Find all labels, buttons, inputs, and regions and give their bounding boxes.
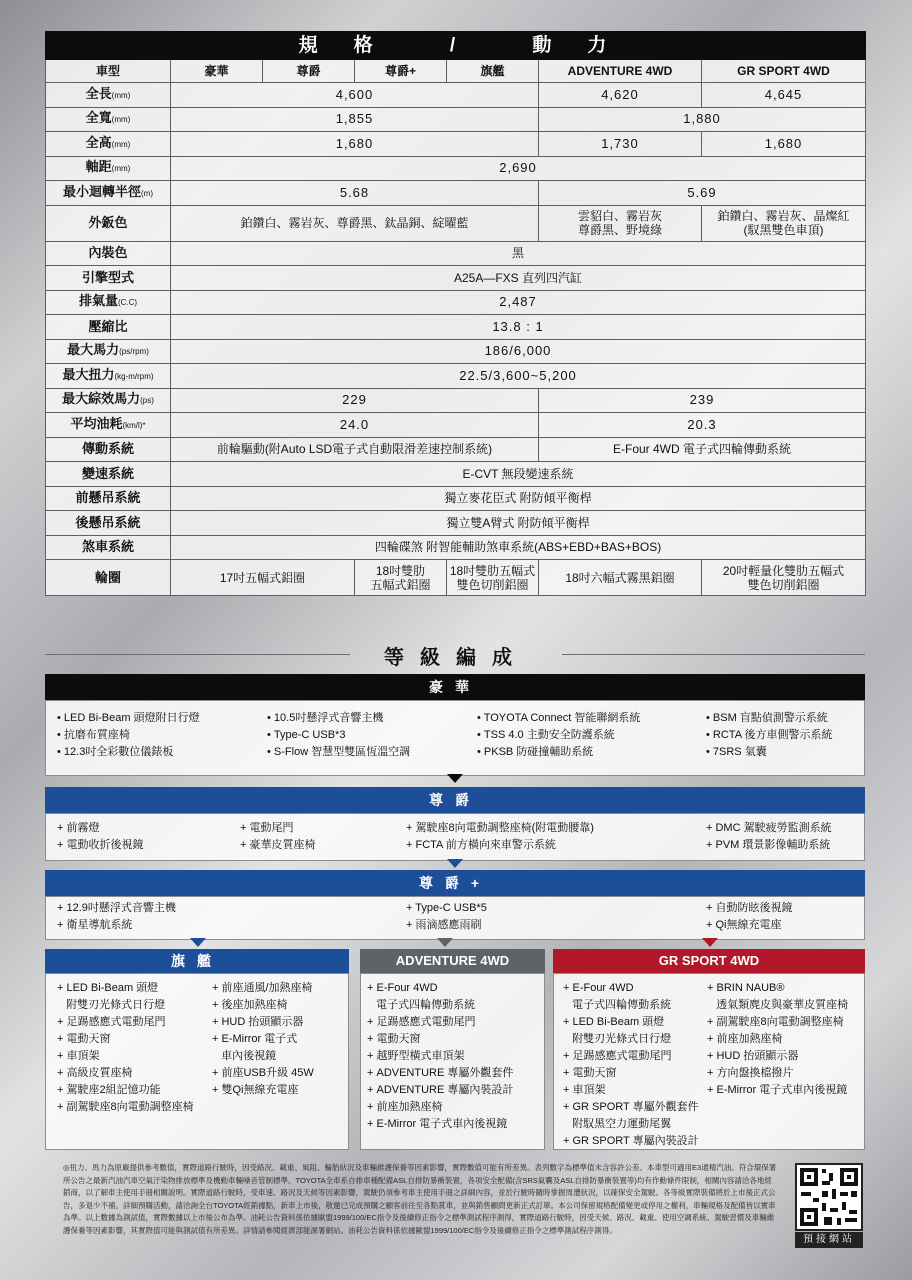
flagship-col-1: + LED Bi-Beam 頭燈 附雙刃光條式日行燈 + 足踢感應式電動尾門 + 電動天窗 + 車頂架 + 高級皮質座椅 + 駕駛座2組記憶功能 + 副駕駛座8向電動調整座椅: [57, 982, 194, 1113]
qr-code-icon[interactable]: [795, 1163, 863, 1231]
spec-cell: A25A—FXS 直列四汽缸: [171, 266, 866, 291]
spec-row-label: [46, 511, 171, 536]
spec-header-4: 旗艦: [447, 60, 539, 83]
spec-row-label-text: 傳動系統: [81, 441, 134, 457]
spec-row-label: [46, 364, 171, 389]
spec-header-6: GR SPORT 4WD: [702, 60, 866, 83]
spec-row-label-text: 全長: [85, 85, 112, 101]
spec-cell: 239: [539, 388, 866, 413]
divider-left: [45, 654, 350, 655]
spec-cell: 獨立麥花臣式 附防傾平衡桿: [171, 486, 866, 511]
spec-cell: 20.3: [539, 413, 866, 438]
luxury-col-2: • 10.5吋懸浮式音響主機 • Type-C USB*3 • S-Flow 智慧型雙區恆溫空調: [267, 712, 411, 758]
spec-cell: 獨立雙A臂式 附防傾平衡桿: [171, 511, 866, 536]
grade-band-grsport: GR SPORT 4WD: [553, 949, 865, 973]
premium-col-4: + DMC 駕駛疲勞監測系統 + PVM 環景影像輔助系統: [706, 822, 832, 851]
spec-cell: 22.5/3,600~5,200: [171, 364, 866, 389]
spec-row-label: [46, 486, 171, 511]
spec-cell: 1,730: [539, 132, 702, 157]
premium-plus-col-1: + 12.9吋懸浮式音響主機 + 衛星導航系統: [57, 902, 176, 931]
spec-row-label: [46, 413, 171, 438]
spec-row-label: [46, 205, 171, 241]
spec-row-label: [46, 388, 171, 413]
spec-cell: 18吋雙肋 五幅式鋁圈: [355, 560, 447, 596]
spec-row-label: [46, 535, 171, 560]
spec-cell: 24.0: [171, 413, 539, 438]
spec-row-label-text: 最大馬力: [67, 342, 120, 358]
grsport-col-1: + E-Four 4WD 電子式四輪傳動系統 + LED Bi-Beam 頭燈 附雙刃光條式日行燈 + 足踢感應式電動尾門 + 電動天窗 + 車頂架 + GR SPORT 專屬外觀套件 附馭黑空力運動尾翼 + GR SPORT 專屬內裝設計: [563, 982, 699, 1147]
spec-row-label-text: 全寬: [85, 110, 112, 126]
grade-band-adventure: ADVENTURE 4WD: [360, 949, 545, 973]
spec-row-label-text: 引擎型式: [81, 269, 134, 285]
spec-cell: 17吋五幅式鋁圈: [171, 560, 355, 596]
spec-row-label-text: 變速系統: [81, 465, 134, 481]
spec-row-unit: (km/l)*: [122, 420, 146, 430]
spec-row-unit: (m): [141, 188, 153, 198]
divider-right: [562, 654, 865, 655]
spec-row-unit: (ps/rpm): [119, 347, 149, 357]
spec-header-5: ADVENTURE 4WD: [539, 60, 702, 83]
qr-caption: 預接網站: [795, 1232, 863, 1248]
spec-row-unit: (C.C): [117, 298, 138, 308]
spec-row-label-text: 壓縮比: [88, 318, 128, 334]
spec-row-label-text: 前懸吊系統: [75, 490, 141, 506]
arrow-premium-plus-grsport: [702, 938, 718, 947]
spec-row-label-text: 輪圈: [94, 569, 121, 585]
spec-cell: 1,680: [702, 132, 866, 157]
spec-row-label: [46, 83, 171, 108]
adventure-col-1: + E-Four 4WD 電子式四輪傳動系統 + 足踢感應式電動尾門 + 電動天窗 + 越野型橫式車頂架 + ADVENTURE 專屬外觀套件 + ADVENTURE 專屬內裝設計 + 前座加熱座椅 + E-Mirror 電子式車內後視鏡: [367, 982, 514, 1130]
spec-row-label-text: 煞車系統: [81, 539, 134, 555]
spec-row-label-text: 排氣量: [78, 293, 118, 309]
spec-row-unit: (mm): [111, 90, 131, 100]
spec-cell: 四輪碟煞 附智能輔助煞車系統(ABS+EBD+BAS+BOS): [171, 535, 866, 560]
grade-band-flagship: 旗艦: [45, 949, 349, 973]
spec-row-label-text: 內裝色: [88, 245, 128, 261]
luxury-col-4: • BSM 盲點偵測警示系統 • RCTA 後方車側警示系統 • 7SRS 氣囊: [706, 712, 833, 758]
grsport-col-2: + BRIN NAUB® 透氣類麂皮與豪華皮質座椅 + 副駕駛座8向電動調整座椅 + 前座加熱座椅 + HUD 抬頭顯示器 + 方向盤換檔撥片 + E-Mirror 電子式車內後視鏡: [707, 982, 849, 1096]
spec-cell: 鉑鑽白、霧岩灰、尊爵黑、鈦晶銅、綻曜藍: [171, 205, 539, 241]
premium-col-1: + 前霧燈 + 電動收折後視鏡: [57, 822, 144, 851]
arrow-premium-plus-flagship: [190, 938, 206, 947]
premium-col-3: + 駕駛座8向電動調整座椅(附電動腰靠) + FCTA 前方橫向來車警示系統: [406, 822, 594, 851]
spec-row-label-text: 後懸吊系統: [75, 514, 141, 530]
spec-cell: 5.68: [171, 181, 539, 206]
spec-row-label: [46, 560, 171, 596]
spec-cell: 4,600: [171, 83, 539, 108]
spec-row-label-text: 最大綜效馬力: [62, 391, 141, 407]
premium-plus-col-2: + Type-C USB*5 + 雨滴感應雨刷: [406, 902, 487, 931]
spec-row-label: [46, 156, 171, 181]
spec-cell: 4,620: [539, 83, 702, 108]
spec-table: [45, 31, 866, 596]
spec-row-label: [46, 107, 171, 132]
spec-cell: 229: [171, 388, 539, 413]
arrow-premium: [447, 859, 463, 868]
premium-plus-col-3: + 自動防眩後視鏡 + Qi無線充電座: [706, 902, 793, 931]
spec-cell: 1,880: [539, 107, 866, 132]
spec-row-label-text: 外鈑色: [88, 215, 128, 230]
grades-title: 等級編成: [384, 647, 528, 669]
spec-header-3: 尊爵+: [355, 60, 447, 83]
spec-row-label: [46, 437, 171, 462]
spec-row-label-text: 平均油耗: [70, 415, 123, 431]
spec-cell: 前輪驅動(附Auto LSD電子式自動限滑差速控制系統): [171, 437, 539, 462]
flagship-col-2: + 前座通風/加熱座椅 + 後座加熱座椅 + HUD 抬頭顯示器 + E-Mirror 電子式 車內後視鏡 + 前座USB升級 45W + 雙Qi無線充電座: [212, 982, 314, 1096]
spec-row-label: [46, 241, 171, 266]
spec-row-unit: (kg-m/rpm): [114, 371, 154, 381]
premium-col-2: + 電動尾門 + 豪華皮質座椅: [240, 822, 316, 851]
spec-cell: 鉑鑽白、霧岩灰、晶燦紅 (馭黑雙色車頂): [702, 205, 866, 241]
spec-cell: 1,680: [171, 132, 539, 157]
grade-band-luxury: 豪華: [45, 674, 865, 700]
spec-cell: 20吋輕量化雙肋五幅式 雙色切削鋁圈: [702, 560, 866, 596]
spec-cell: E-CVT 無段變速系統: [171, 462, 866, 487]
arrow-luxury: [447, 774, 463, 783]
spec-row-label: [46, 315, 171, 340]
spec-row-label: [46, 132, 171, 157]
spec-cell: 2,487: [171, 290, 866, 315]
spec-row-label: [46, 339, 171, 364]
spec-cell: 18吋雙肋五幅式 雙色切削鋁圈: [447, 560, 539, 596]
spec-row-label: [46, 266, 171, 291]
spec-row-unit: (ps): [140, 396, 154, 406]
spec-header-1: 豪華: [171, 60, 263, 83]
spec-row-label-text: 全高: [85, 134, 112, 150]
spec-header-0: 車型: [46, 60, 171, 83]
spec-header-2: 尊爵: [263, 60, 355, 83]
spec-row-unit: (mm): [111, 164, 131, 174]
luxury-col-3: • TOYOTA Connect 智能聯網系統 • TSS 4.0 主動安全防護系統 • PKSB 防碰撞輔助系統: [477, 712, 641, 758]
spec-cell: 5.69: [539, 181, 866, 206]
spec-cell: 雲貂白、霧岩灰 尊爵黑、野境綠: [539, 205, 702, 241]
spec-row-label-text: 軸距: [85, 159, 112, 175]
spec-title: 規格 / 動力: [46, 32, 866, 60]
spec-row-unit: (mm): [111, 139, 131, 149]
spec-cell: 13.8 : 1: [171, 315, 866, 340]
spec-row-label: [46, 181, 171, 206]
grade-band-premium: 尊爵: [45, 787, 865, 813]
arrow-premium-plus-adventure: [437, 938, 453, 947]
luxury-col-1: • LED Bi-Beam 頭燈附日行燈 • 抗磨布質座椅 • 12.3吋全彩數位儀錶板: [57, 712, 200, 758]
spec-row-label-text: 最大扭力: [62, 366, 115, 382]
spec-row-unit: (mm): [111, 115, 131, 125]
spec-cell: E-Four 4WD 電子式四輪傳動系統: [539, 437, 866, 462]
footnote: ◎扭力、馬力為原廠提供參考數值，實際道路行駛時，因受路況、載重、風阻、輪胎狀況及車輛維護保養等因素影響，實際數值可能有所差異。表列數字為標準值未含容許公差。本車型可適用E3通精汽油。符合環保署所公告之最新汽油汽車空氣汙染物排放標準及機動車輛噪音管制標準。TOYOTA全車系自排車種配備ASL自排防暴衝裝置，各項安全配備(含SRS氣囊及ASL自排防暴衝裝置等)均有作動條件限制，相關內容請洽各地經銷商，以了解車主使用手冊相關說明。實際道路行駛時，受車速、路況及天候等因素影響，駕駛仍須參考車主使用手冊之詳細內容，並於行駛時隨時掌握周遭狀況，以確保安全駕駛。各等級實際裝備將於上市後正式公告，多退少不補。詳細預購活動，請洽詢全台TOYOTA經銷據點，新車上市後，敬邀已完成預購之顧客前往至各點賞車，並與銷售顧問更新正式訂單。本公司保留規格配備變更或停用之權利，車輛規格及配備皆以實車為準。以上數據為測試值，實際數據以上市後公布為準。油耗公告資料係依據歐盟1999/100/EC指令及後續修正指令之標準測試程序測得，實際道路行駛時，因受天候、路況、載重、使用空調系統、駕駛習慣及車輛維護保養等因素影響，其實際值可能與測試值有所差異。詳情請參閱經濟部能源署網站。油耗公告資料係依據歐盟1999/100/EC指令及後續修正指令之標準測試程序測得。: [63, 1163, 777, 1235]
spec-row-label: [46, 290, 171, 315]
spec-row-label: [46, 462, 171, 487]
grade-band-premium-plus: 尊爵+: [45, 870, 865, 896]
spec-row-label-text: 最小迴轉半徑: [62, 183, 141, 199]
spec-cell: 黑: [171, 241, 866, 266]
spec-cell: 4,645: [702, 83, 866, 108]
spec-cell: 2,690: [171, 156, 866, 181]
spec-cell: 18吋六幅式霧黑鋁圈: [539, 560, 702, 596]
spec-cell: 1,855: [171, 107, 539, 132]
spec-cell: 186/6,000: [171, 339, 866, 364]
